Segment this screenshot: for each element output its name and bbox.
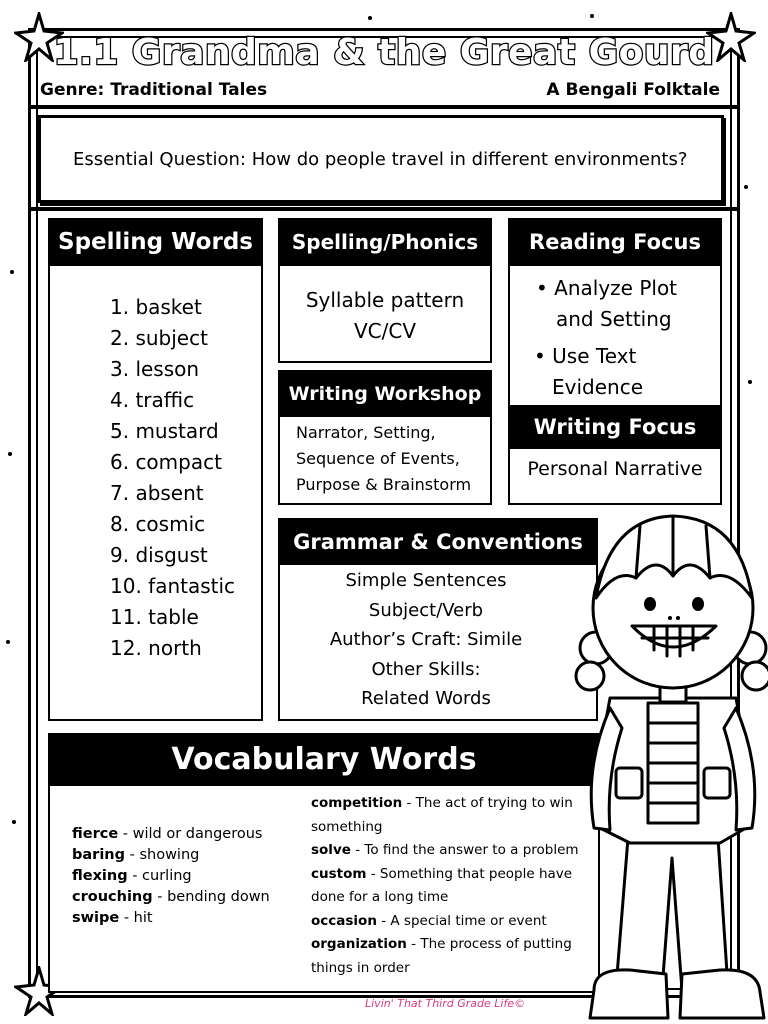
- list-item: 3. lesson: [110, 357, 200, 381]
- vocab-entry: [72, 845, 302, 866]
- decor-dot: [744, 185, 748, 189]
- vocabulary-column-right: [311, 792, 593, 980]
- decor-dot: [8, 452, 12, 456]
- vocab-term: crouching: [72, 889, 153, 905]
- list-item: • Analyze Plot: [536, 276, 678, 300]
- vocab-def: - showing: [125, 847, 200, 863]
- vocab-term: occasion: [311, 912, 377, 929]
- vocab-def: - A special time or event: [376, 912, 547, 929]
- list-item: 10. fantastic: [110, 574, 236, 598]
- essential-question-box: [38, 115, 724, 203]
- vocab-def: - Something that people have done for a long time: [311, 865, 573, 905]
- page-title: 1.1 Grandma & the Great Gourd: [53, 32, 715, 73]
- vocab-entry: [72, 866, 302, 887]
- vocab-term: competition: [311, 795, 403, 811]
- list-item: Narrator, Setting,: [296, 423, 436, 442]
- decor-dot: [368, 16, 372, 20]
- list-item: Author’s Craft: Simile: [329, 629, 523, 650]
- writing-workshop-heading: Writing Workshop: [278, 370, 492, 417]
- list-item: 2. subject: [110, 326, 208, 350]
- essential-question-text: Essential Question: How do people travel in different environments?: [73, 148, 688, 170]
- vocab-def: - To find the answer to a problem: [350, 842, 579, 858]
- phonics-text: [278, 285, 492, 347]
- decor-dot: [6, 640, 10, 644]
- decor-dot: [590, 14, 594, 18]
- writing-focus-heading: Writing Focus: [508, 405, 722, 449]
- vocabulary-column-left: [72, 824, 302, 929]
- grammar-text: [278, 566, 574, 714]
- list-item: 11. table: [110, 605, 199, 629]
- list-item: 12. north: [110, 636, 202, 660]
- vocab-entry: [311, 863, 593, 910]
- decor-dot: [12, 820, 16, 824]
- vocab-def: - The process of putting things in order: [311, 936, 572, 976]
- list-item: 4. traffic: [110, 388, 195, 412]
- origin-label: A Bengali Folktale: [546, 80, 720, 100]
- writing-workshop-text: [296, 420, 486, 498]
- list-item: 6. compact: [110, 450, 222, 474]
- vocab-term: flexing: [72, 868, 128, 884]
- decor-dot: [10, 270, 14, 274]
- footer-credit: Livin' That Third Grade Life©: [365, 997, 526, 1010]
- list-item: Other Skills:: [371, 658, 481, 680]
- list-item: 8. cosmic: [110, 512, 206, 536]
- list-item: Simple Sentences: [345, 570, 507, 591]
- vocab-entry: [311, 933, 593, 980]
- vocabulary-heading: Vocabulary Words: [48, 733, 600, 786]
- spelling-words-heading: Spelling Words: [48, 218, 263, 266]
- list-item: Related Words: [361, 688, 491, 709]
- vocab-term: organization: [311, 936, 407, 952]
- vocab-def: - The act of trying to win something: [311, 795, 573, 835]
- phonics-heading: Spelling/Phonics: [278, 218, 492, 266]
- divider: [30, 105, 738, 109]
- vocab-term: custom: [311, 865, 367, 882]
- list-item: Evidence: [552, 375, 644, 399]
- decor-dot: [748, 380, 752, 384]
- list-item: 7. absent: [110, 481, 204, 505]
- reading-focus-list: [530, 273, 716, 403]
- vocab-entry: [72, 908, 302, 929]
- spelling-words-list: [110, 292, 235, 664]
- genre-label: Genre: Traditional Tales: [40, 80, 268, 100]
- list-item: Sequence of Events,: [296, 449, 460, 468]
- list-item: 1. basket: [110, 295, 202, 319]
- vocab-def: - curling: [127, 868, 192, 884]
- vocab-def: - bending down: [152, 889, 270, 905]
- vocab-def: - wild or dangerous: [118, 826, 263, 842]
- grammar-heading: Grammar & Conventions: [278, 518, 598, 565]
- vocab-entry: [311, 839, 593, 863]
- list-item: Purpose & Brainstorm: [296, 475, 472, 494]
- phonics-line: Syllable pattern: [305, 288, 465, 312]
- divider: [30, 207, 738, 211]
- list-item: Subject/Verb: [368, 599, 484, 621]
- vocab-entry: [72, 887, 302, 908]
- vocab-entry: [72, 824, 302, 845]
- list-item: • Use Text: [534, 344, 637, 368]
- reading-focus-heading: Reading Focus: [508, 218, 722, 266]
- girl-illustration: [570, 498, 768, 1024]
- vocab-term: fierce: [72, 826, 119, 842]
- list-item: 5. mustard: [110, 419, 219, 443]
- vocab-term: solve: [311, 842, 351, 858]
- vocab-term: baring: [72, 847, 125, 863]
- vocab-def: - hit: [119, 910, 153, 926]
- vocab-entry: [311, 910, 593, 934]
- vocab-term: swipe: [72, 910, 120, 926]
- writing-focus-text: Personal Narrative: [527, 458, 703, 480]
- phonics-line: VC/CV: [353, 319, 417, 343]
- list-item: and Setting: [556, 307, 672, 331]
- vocab-entry: [311, 792, 593, 839]
- list-item: 9. disgust: [110, 543, 208, 567]
